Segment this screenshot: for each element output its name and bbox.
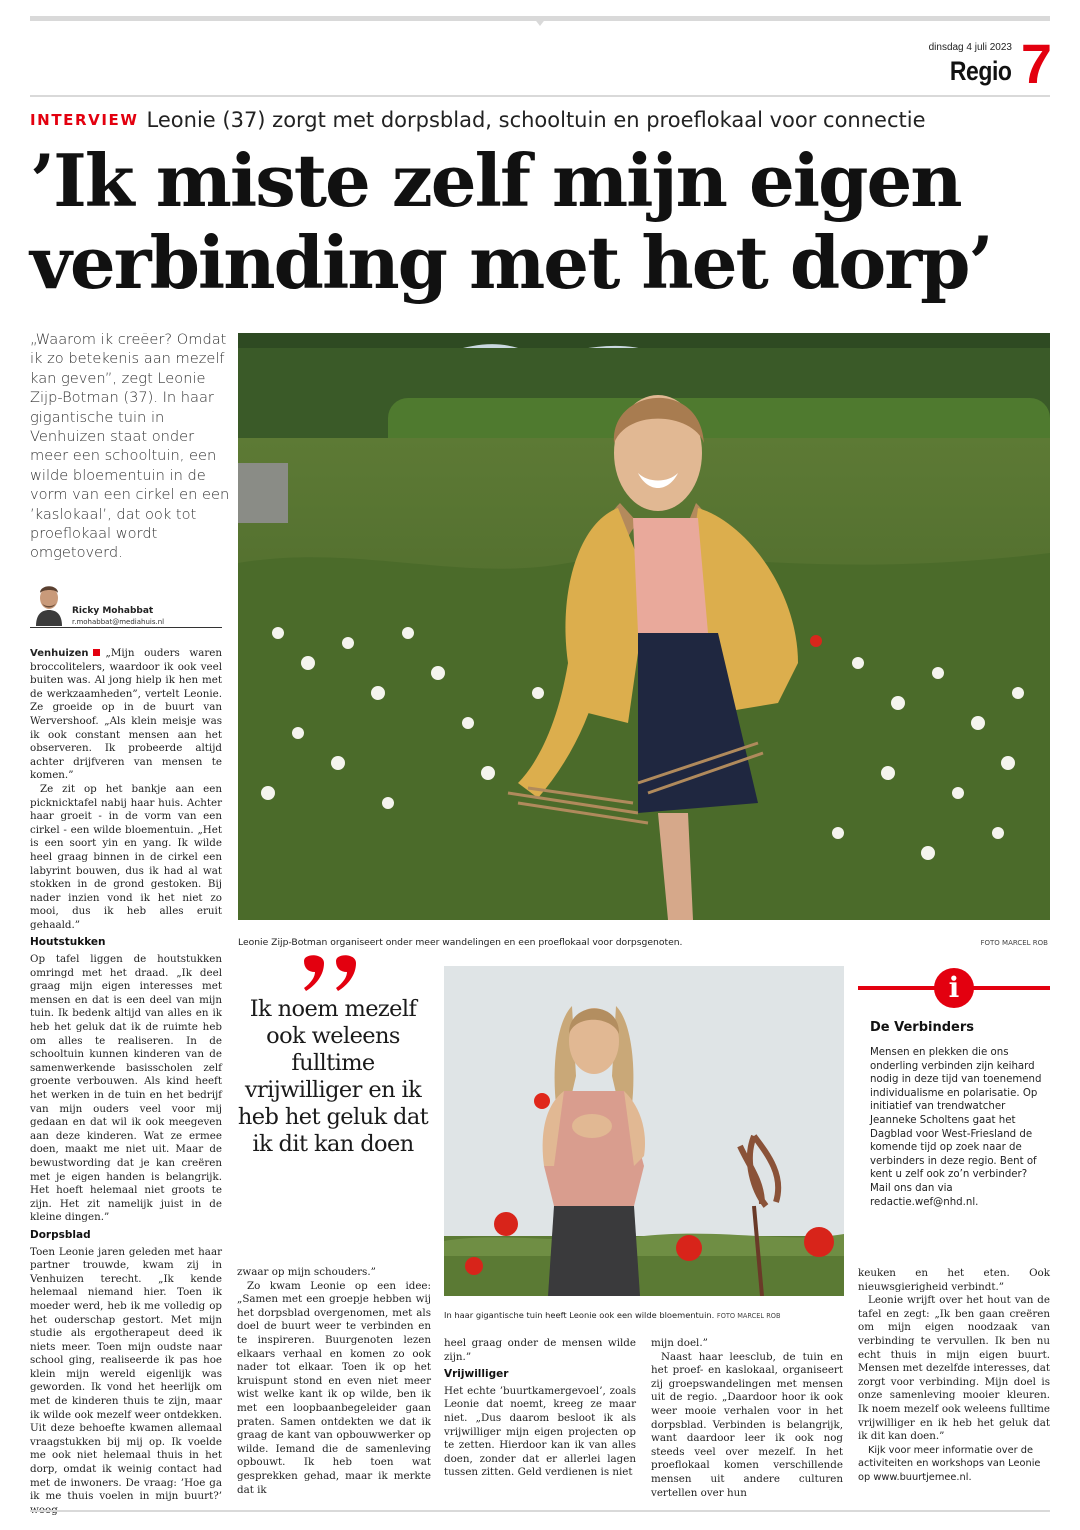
top-rule-notch [533, 17, 547, 27]
column3-paragraph-2: Het echte ’buurtkamergevoel’, zoals Leonie dat noemt, kreeg ze maar niet. „Dus daarom besloot ik als vrijwilliger mijn eigen projecten op te zetten. Hierdoor kan ik van alles doen, zonder dat er allerlei lagen tussen zitten. Geld verdienen is niet [444, 1384, 636, 1479]
author-avatar [30, 578, 68, 626]
quote-icon [300, 955, 364, 995]
column4-paragraph-2: Naast haar leesclub, de tuin en het proef- en kaslokaal, organiseert zij groepswandelingen met mensen uit de regio. „Daardoor hoor ik ook weer mooie verhalen voor in het dorpsblad. Verbinden is belangrijk, want daardoor leer ik ook nog steeds veel over mezelf. In het proeflokaal komen verschillende mensen uit andere culturen vertellen over hun [651, 1350, 843, 1499]
column1-paragraph-1: „Mijn ouders waren broccolitelers, waardoor ik ook veel buiten was. Al jong hielp ik hen met de werkzaamheden”, vertelt Leonie. Ze groeide op in de buurt van Wervershoof. „Als klein meisje was ik ook constant mensen aan het observeren. Ik probeerde altijd achter drijfveren van mensen te komen.” [30, 647, 222, 782]
second-photo-caption-text: In haar gigantische tuin heeft Leonie ook een wilde bloementuin. [444, 1310, 715, 1320]
article-column-4 [651, 1337, 843, 1500]
kicker [30, 108, 926, 132]
issue-date: dinsdag 4 juli 2023 [928, 42, 1012, 53]
subheading-vrijwilliger: Vrijwilliger [444, 1368, 509, 1381]
column5-paragraph-2: Leonie wrijft over het hout van de tafel en zegt: „Ik ben gaan creëren om mijn eigen noodzaak van verbinding te vervullen. Ik ben nu echt thuis in mijn eigen buurt. Mensen met dezelfde interesses, dat zorgt voor verbinding. Mijn doel is onze samenleving mooier kleuren. Ik noem mezelf ook weleens fulltime vrijwilliger en ik heb het geluk dat ik dit kan doen.” [858, 1294, 1050, 1443]
column2-paragraph-2: Zo kwam Leonie op een idee: „Samen met een groepje hebben wij het dorpsblad overgenomen, met als doel de buurt weer te verbinden en te inspireren. Buurgenoten lezen elkaars verhaal en komen zo ook nader tot elkaar. Toen ik op het kruispunt stond en even niet meer wist welke kant ik op wilde, ben ik met een loopbaanbegeleider gaan praten. Samen ontdekten we dat ik graag de kant van opbouwwerker op wilde. Iemand die de samenleving opbouwt. Ik heb toen wat gesprekken gehad, maar ik merkte dat ik [237, 1279, 431, 1496]
headline [30, 140, 1070, 304]
second-photo [444, 966, 844, 1296]
header-rule [30, 95, 1050, 97]
article-column-3 [444, 1337, 636, 1480]
lead-paragraph: „Waarom ik creëer? Omdat ik zo betekenis aan mezelf kan geven”, zegt Leonie Zijp-Botman (37). In haar gigantische tuin in Venhuizen staat onder meer een schooltuin, een wilde bloementuin in de vorm van een cirkel en een ’kaslokaal’, dat ook tot proeflokaal wordt omgetoverd. [30, 331, 230, 562]
article-column-1 [30, 647, 222, 1517]
section-label: Regio [950, 56, 1012, 86]
pull-quote: Ik noem mezelf ook weleens fulltime vrijwilliger en ik heb het geluk dat ik dit kan doen [237, 996, 429, 1157]
second-photo-credit: FOTO MARCEL ROB [716, 1312, 781, 1320]
bottom-rule [30, 1510, 1050, 1512]
subheading-dorpsblad: Dorpsblad [30, 1228, 91, 1241]
article-column-2 [237, 1266, 431, 1497]
kicker-text: Leonie (37) zorgt met dorpsblad, schooltuin en proeflokaal voor connectie [146, 108, 926, 132]
column1-paragraph-3: Op tafel liggen de houtstukken omringd met het draad. „Ik deel graag mijn eigen interesses met mensen en dat is een deel van mijn tuin. Ik bedenk altijd van alles en ik heb het geluk dat ik de ruimte heb om alles te realiseren. In de schooltuin kunnen kinderen van de samenwerkende basisscholen zelf groente verbouwen. Als kind heeft het werken in de tuin en het bedrijf van mijn ouders veel voor mij gedaan en dat wil ik ook meegeven aan deze kinderen. Wat ze ermee doen, maakt me niet uit. Maar de bewustwording dat je kan creëren met je eigen handen is belangrijk. Het hoeft helemaal niet groots te zijn. Het zit namelijk juist in de kleine dingen.” [30, 953, 222, 1224]
dateline-marker [93, 649, 100, 656]
main-photo-caption: Leonie Zijp-Botman organiseert onder meer wandelingen en een proeflokaal voor dorpsgenoten. [238, 937, 683, 948]
page-number: 7 [1020, 32, 1052, 95]
infobox-title: De Verbinders [870, 1020, 974, 1035]
main-photo [238, 333, 1050, 920]
column5-more-info[interactable]: Kijk voor meer informatie over de activiteiten en workshops van Leonie op www.buurtjemee.nl. [858, 1444, 1041, 1483]
second-photo-caption [444, 1310, 781, 1320]
author-byline [30, 578, 222, 628]
infobox-body: Mensen en plekken die ons onderling verbinden zijn keihard nodig in deze tijd van toenemend individualisme en polarisatie. Op initiatief van trendwatcher Jeanneke Scholtens gaat het Dagblad voor West-Friesland de komende tijd op zoek naar de verbinders in deze regio. Bent of kent u zelf ook zo’n verbinder? Mail ons dan via redactie.wef@nhd.nl. [870, 1047, 1042, 1208]
kicker-label: INTERVIEW [30, 111, 139, 129]
column4-paragraph-1: mijn doel.” [651, 1337, 708, 1349]
author-email[interactable]: r.mohabbat@mediahuis.nl [72, 618, 165, 626]
main-photo-credit: FOTO MARCEL ROB [980, 939, 1048, 947]
column1-paragraph-2: Ze zit op het bankje aan een picknicktafel nabij haar huis. Achter haar groeit - in de vorm van een cirkel - een wilde bloementuin. „Het is een soort yin en yang. Ik wilde heel graag binnen in de cirkel een labyrint bouwen, dus ik had al wat stokken in de grond gestoken. Bij nader inzien vond ik het niet zo mooi, dus ik heb alles eruit gehaald.” [30, 782, 222, 931]
column2-paragraph-1: zwaar op mijn schouders.” [237, 1266, 376, 1278]
dateline: Venhuizen [30, 648, 89, 659]
headline-line-2: verbinding met het dorp’ [30, 220, 992, 305]
headline-line-1: ’Ik miste zelf mijn eigen [30, 138, 961, 223]
info-icon: i [934, 968, 974, 1008]
subheading-houtstukken: Houtstukken [30, 936, 106, 949]
column1-paragraph-4: Toen Leonie jaren geleden met haar partner trouwde, kwam zij in Venhuizen terecht. „Ik kende helemaal niemand hier. Toen ik moeder werd, heb ik me volledig op het ouderschap gestort. Met mijn studie als ergotherapeut deed ik niets meer. Toen mijn oudste naar school ging, realiseerde ik pas hoe klein mijn wereld eigenlijk was geworden. Ik vond het heerlijk om met de kinderen thuis te zijn, maar ik wilde ook mezelf weer ontdekken. Uit deze behoefte kwamen allemaal vraagstukken bij mij op. Ik voelde me ook niet helemaal thuis in het dorp, omdat ik weinig contact had met de inwoners. De vraag: ’Hoe ga ik me thuis voelen in mijn buurt?’ [30, 1245, 222, 1503]
article-column-5 [858, 1267, 1050, 1485]
author-name: Ricky Mohabbat [72, 606, 154, 616]
column3-paragraph-1: heel graag onder de mensen wilde zijn.” [444, 1337, 636, 1363]
column5-paragraph-1: keuken en het eten. Ook nieuwsgierigheid verbindt.” [858, 1267, 1050, 1293]
